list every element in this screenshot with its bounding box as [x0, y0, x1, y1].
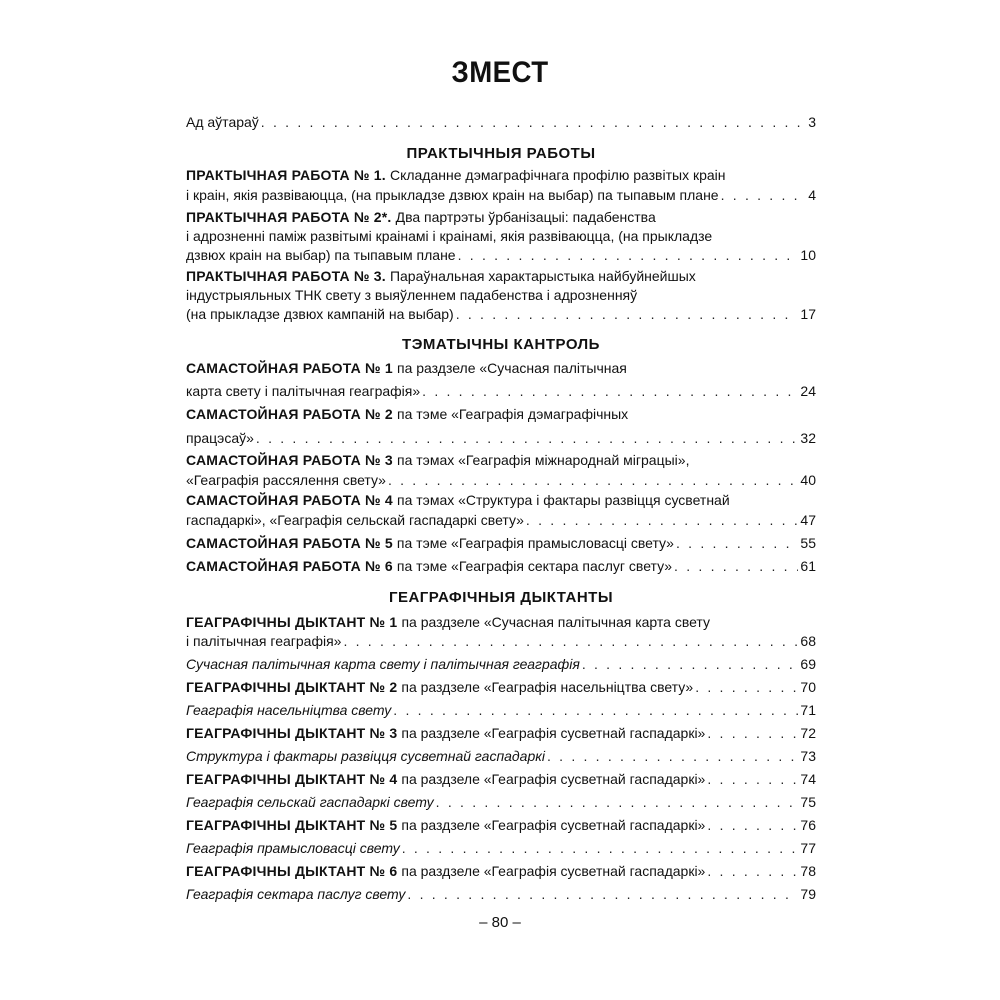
toc-entry-line [186, 165, 816, 185]
toc-entry-line [186, 677, 816, 697]
entry-lead: ГЕАГРАФІЧНЫ ДЫКТАНТ № 6 [186, 863, 398, 879]
page-footer-number: – 80 – [479, 914, 521, 931]
toc-entry-line [186, 285, 816, 305]
dot-leader [707, 769, 798, 789]
entry-text: Геаграфія сектара паслуг свету [186, 886, 406, 902]
entry-text: па раздзеле «Сучасная палітычная карта свету [401, 614, 710, 630]
entry-lead: САМАСТОЙНАЯ РАБОТА № 6 [186, 558, 393, 574]
toc-entry-line [186, 207, 816, 227]
entry-text: па тэме «Геаграфія прамысловасці свету» [396, 535, 674, 551]
entry-text: Ад аўтараў [186, 114, 259, 130]
page-number: 24 [800, 383, 816, 399]
page-number: 55 [800, 535, 816, 551]
section-heading-practical: ПРАКТЫЧНЫЯ РАБОТЫ [406, 145, 596, 162]
toc-entry-line [186, 266, 816, 286]
page-number: 74 [800, 771, 816, 787]
entry-lead: ПРАКТЫЧНАЯ РАБОТА № 1. [186, 167, 390, 183]
entry-lead: ПРАКТЫЧНАЯ РАБОТА № 3. [186, 268, 390, 284]
entry-text: па раздзеле «Сучасная палітычная [397, 360, 627, 376]
toc-entry-line [186, 556, 816, 576]
entry-text: «Геаграфія рассялення свету» [186, 472, 386, 488]
dot-leader [407, 884, 798, 904]
page-number: 32 [800, 430, 816, 446]
toc-entry-line [186, 612, 816, 632]
page-number: 79 [800, 886, 816, 902]
entry-text: па раздзеле «Геаграфія сусветнай гаспадаркі» [401, 817, 706, 833]
entry-text: (на прыкладзе дзвюх кампаній на выбар) [186, 306, 454, 322]
dot-leader [343, 631, 798, 651]
entry-lead: САМАСТОЙНАЯ РАБОТА № 3 [186, 452, 397, 468]
entry-lead: ГЕАГРАФІЧНЫ ДЫКТАНТ № 4 [186, 771, 398, 787]
entry-lead: САМАСТОЙНАЯ РАБОТА № 1 [186, 360, 397, 376]
entry-lead: САМАСТОЙНАЯ РАБОТА № 2 [186, 406, 397, 422]
page-number: 17 [800, 306, 816, 322]
page-number: 77 [800, 840, 816, 856]
entry-text: Складанне дэмаграфічнага профілю развітых краін [389, 167, 726, 183]
toc-entry-line [186, 450, 816, 470]
toc-entry-line [186, 428, 816, 448]
dot-leader [707, 861, 798, 881]
page-title: ЗМЕСТ [451, 56, 549, 89]
toc-entry-line [186, 470, 816, 490]
page-number: 70 [800, 679, 816, 695]
toc-entry-line [186, 304, 816, 324]
entry-text: гаспадаркі», «Геаграфія сельскай гаспадаркі свету» [186, 512, 524, 528]
entry-lead: САМАСТОЙНАЯ РАБОТА № 4 [186, 492, 397, 508]
toc-entry-line [186, 381, 816, 401]
dot-leader [402, 838, 799, 858]
dot-leader [393, 700, 798, 720]
entry-lead: ГЕАГРАФІЧНЫ ДЫКТАНТ № 2 [186, 679, 398, 695]
entry-text: і адрозненні паміж развітымі краінамі і краінамі, якія развіваюцца, (на прыкладзе [186, 228, 713, 244]
dot-leader [676, 533, 798, 553]
toc-entry-line [186, 815, 816, 835]
page-number: 75 [800, 794, 816, 810]
page-number: 61 [800, 558, 816, 574]
dot-leader [458, 245, 799, 265]
toc-entry-line [186, 838, 816, 858]
dot-leader [547, 746, 798, 766]
entry-lead: ГЕАГРАФІЧНЫ ДЫКТАНТ № 1 [186, 614, 402, 630]
toc-entry-line [186, 404, 816, 424]
entry-text: карта свету і палітычная геаграфія» [186, 383, 421, 399]
page-number: 72 [800, 725, 816, 741]
dot-leader [422, 381, 798, 401]
entry-text: Геаграфія прамысловасці свету [186, 840, 400, 856]
toc-entry-line [186, 358, 816, 378]
page-number: 71 [800, 702, 816, 718]
entry-text: Параўнальная характарыстыка найбуйнейшых [389, 268, 696, 284]
entry-text: па раздзеле «Геаграфія сусветнай гаспадаркі» [401, 863, 706, 879]
dot-leader [582, 654, 799, 674]
page-number: 76 [800, 817, 816, 833]
entry-text: працэсаў» [186, 430, 254, 446]
dot-leader [256, 428, 799, 448]
section-heading-thematic: ТЭМАТЫЧНЫ КАНТРОЛЬ [402, 336, 600, 353]
entry-lead: ГЕАГРАФІЧНЫ ДЫКТАНТ № 5 [186, 817, 398, 833]
dot-leader [261, 112, 806, 132]
page-number: 47 [800, 512, 816, 528]
entry-text: па тэме «Геаграфія дэмаграфічных [397, 406, 629, 422]
page-number: 73 [800, 748, 816, 764]
dot-leader [526, 510, 799, 530]
entry-text: і палітычная геаграфія» [186, 633, 342, 649]
toc-entry-line [186, 723, 816, 743]
dot-leader [436, 792, 799, 812]
dot-leader [674, 556, 798, 576]
dot-leader [707, 723, 798, 743]
entry-text: індустрыяльных ТНК свету з выяўленнем падабенства і адрозненняў [186, 287, 638, 303]
dot-leader [721, 185, 807, 205]
entry-lead: САМАСТОЙНАЯ РАБОТА № 5 [186, 535, 393, 551]
entry-text: па раздзеле «Геаграфія сусветнай гаспадаркі» [401, 771, 706, 787]
page-number: 69 [800, 656, 816, 672]
toc-entry-line [186, 792, 816, 812]
entry-text: па тэме «Геаграфія сектара паслуг свету» [396, 558, 673, 574]
entry-lead: ГЕАГРАФІЧНЫ ДЫКТАНТ № 3 [186, 725, 398, 741]
dot-leader [695, 677, 798, 697]
toc-entry-line [186, 654, 816, 674]
toc-entry-line [186, 746, 816, 766]
toc-entry-line [186, 185, 816, 205]
entry-text: Геаграфія насельніцтва свету [186, 702, 392, 718]
toc-entry-intro [186, 112, 816, 132]
entry-text: Геаграфія сельскай гаспадаркі свету [186, 794, 434, 810]
entry-text: Два партрэты ўрбанізацыі: падабенства [395, 209, 656, 225]
entry-text: па тэмах «Структура і фактары развіцця сусветнай [397, 492, 730, 508]
toc-entry-line [186, 226, 816, 246]
toc-entry-line [186, 245, 816, 265]
toc-entry-line [186, 490, 816, 510]
toc-entry-line [186, 631, 816, 651]
entry-lead: ПРАКТЫЧНАЯ РАБОТА № 2*. [186, 209, 396, 225]
section-heading-dictations: ГЕАГРАФІЧНЫЯ ДЫКТАНТЫ [388, 589, 614, 606]
toc-entry-line [186, 700, 816, 720]
page-number: 3 [808, 114, 816, 130]
page-number: 40 [800, 472, 816, 488]
entry-text: і краін, якія развіваюцца, (на прыкладзе дзвюх краін на выбар) па тыпавым плане [186, 187, 719, 203]
page-number: 68 [800, 633, 816, 649]
page-number: 10 [800, 247, 816, 263]
page-number: 4 [808, 187, 816, 203]
entry-text: дзвюх краін на выбар) па тыпавым плане [186, 247, 456, 263]
toc-entry-line [186, 884, 816, 904]
toc-entry-line [186, 861, 816, 881]
dot-leader [456, 304, 799, 324]
dot-leader [388, 470, 798, 490]
entry-text: Сучасная палітычная карта свету і палітычная геаграфія [186, 656, 580, 672]
dot-leader [707, 815, 798, 835]
entry-text: Структура і фактары развіцця сусветнай гаспадаркі [186, 748, 545, 764]
entry-text: па раздзеле «Геаграфія сусветнай гаспадаркі» [401, 725, 706, 741]
entry-text: па тэмах «Геаграфія міжнароднай міграцыі», [397, 452, 690, 468]
entry-text: па раздзеле «Геаграфія насельніцтва свету» [401, 679, 694, 695]
toc-entry-line [186, 510, 816, 530]
toc-entry-line [186, 769, 816, 789]
page-number: 78 [800, 863, 816, 879]
toc-entry-line [186, 533, 816, 553]
